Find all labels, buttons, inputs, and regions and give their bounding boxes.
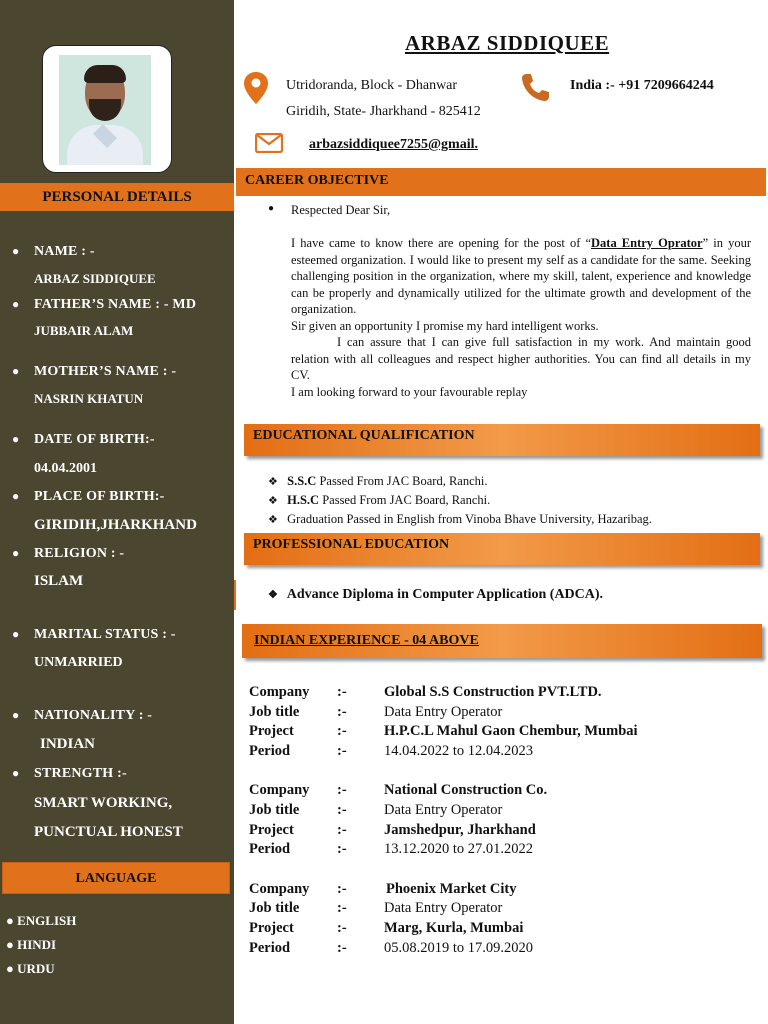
phone-number[interactable]: India :- +91 7209664244 [570,78,714,93]
career-paragraph-1: I have came to know there are opening for the post of “Data Entry Oprator” in your esteemed organization. I would like to present my self as a candidate for the same. Seeking challenging position in the organization, where my skill, talent, experience and knowledge can be properly and dynamically utilized for the ultimate growth and development of the organization. [291,236,751,316]
separator: :- [337,822,347,838]
detail-strength-value-2: PUNCTUAL HONEST [34,824,183,840]
job-title-label: Job title [249,802,300,818]
period-label: Period [249,841,291,857]
career-objective-header: CAREER OBJECTIVE [236,166,766,196]
career-paragraph-2: Sir given an opportunity I promise my hard intelligent works. [291,318,599,333]
address-line-1: Utridoranda, Block - Dhanwar [286,78,458,93]
diamond-bullet-icon: ❖ [268,589,278,601]
detail-nationality-value: INDIAN [40,736,96,752]
company-label: Company [249,684,310,700]
job-title-value: Data Entry Operator [384,802,503,818]
period-value: 14.04.2022 to 12.04.2023 [384,743,534,759]
career-objective-body [291,235,751,400]
period-value: 13.12.2020 to 27.01.2022 [384,841,534,857]
bullet: ● [268,203,275,214]
language-item: ● HINDI [6,937,57,952]
diamond-bullet-icon: ❖ [268,514,278,526]
language-header: LANGUAGE [2,862,230,894]
envelope-icon [255,133,283,153]
career-paragraph-3: I can assure that I can give full satisfaction in my work. And maintain good relation with all colleagues and respect higher authorities. You can find all details in my CV. [291,335,751,382]
period-value: 05.08.2019 to 17.09.2020 [384,940,534,956]
company-label: Company [249,782,310,798]
separator: :- [337,900,347,916]
post-name: Data Entry Oprator [591,236,703,250]
project-label: Project [249,920,294,936]
detail-marital-status-value: UNMARRIED [34,655,123,670]
detail-mother-name-value: NASRIN KHATUN [34,391,144,406]
company-value: National Construction Co. [384,782,548,798]
location-pin-icon [244,72,268,104]
company-value: Global S.S Construction PVT.LTD. [384,684,602,700]
company-label: Company [249,881,310,897]
separator: :- [337,782,347,798]
language-item: ● ENGLISH [6,913,77,928]
detail-strength-value: SMART WORKING, [34,795,173,811]
company-value: Phoenix Market City [386,881,517,897]
project-label: Project [249,822,294,838]
experience-header: INDIAN EXPERIENCE - 04 ABOVE [242,624,762,658]
detail-father-name-value: JUBBAIR ALAM [34,323,134,338]
period-label: Period [249,743,291,759]
diamond-bullet-icon: ❖ [268,495,278,507]
divider [234,580,236,610]
career-paragraph-4: I am looking forward to your favourable replay [291,384,528,399]
address-line-2: Giridih, State- Jharkhand - 825412 [286,104,481,119]
separator: :- [337,841,347,857]
job-title-value: Data Entry Operator [384,704,503,720]
language-item: ● URDU [6,961,55,976]
detail-dob-value: 04.04.2001 [34,461,97,476]
separator: :- [337,704,347,720]
detail-religion-value: ISLAM [34,573,84,589]
project-value: Marg, Kurla, Mumbai [384,920,524,936]
separator: :- [337,802,347,818]
job-title-label: Job title [249,900,300,916]
candidate-name: ARBAZ SIDDIQUEE [405,31,610,55]
project-label: Project [249,723,294,739]
sidebar: PERSONAL DETAILS ● NAME : - ARBAZ SIDDIQUEE ● FATHER’S NAME : - MD JUBBAIR ALAM ● MOTHER’S NAME : - NASRIN KHATUN ● DATE OF BIRTH:- 04.04.2001 ● PLACE OF BIRTH:- GIRIDIH,JHARKHAND ● RELIGION : - ISLAM ● MARITAL STATUS : - UNMARRIED ● NATIONALITY : - INDIAN ● STRENGTH :- SMART WORKING, PUNCTUAL HONEST LANGUAGE ● ENGLISH ● HINDI ● URDU [0,0,234,1024]
email-link[interactable]: arbazsiddiquee7255@gmail. [309,137,478,152]
detail-name-value: ARBAZ SIDDIQUEE [34,271,156,286]
professional-item: ❖ Advance Diploma in Computer Application (ADCA). [268,587,604,602]
project-value: H.P.C.L Mahul Gaon Chembur, Mumbai [384,723,638,739]
profile-photo-frame [42,45,172,173]
separator: :- [337,743,347,759]
profile-photo [59,55,151,165]
personal-details-header: PERSONAL DETAILS [0,183,234,211]
diamond-bullet-icon: ❖ [268,476,278,488]
separator: :- [337,684,347,700]
education-item: ❖ H.S.C Passed From JAC Board, Ranchi. [268,493,491,507]
education-item: ❖ Graduation Passed in English from Vinoba Bhave University, Hazaribag. [268,512,652,526]
period-label: Period [249,940,291,956]
job-title-value: Data Entry Operator [384,900,503,916]
separator: :- [337,881,347,897]
job-title-label: Job title [249,704,300,720]
detail-pob-value: GIRIDIH,JHARKHAND [34,517,197,533]
professional-education-header: PROFESSIONAL EDUCATION [244,533,760,565]
separator: :- [337,920,347,936]
phone-icon [520,72,550,102]
educational-qualification-header: EDUCATIONAL QUALIFICATION [244,424,760,456]
project-value: Jamshedpur, Jharkhand [384,822,536,838]
education-item: ❖ S.S.C Passed From JAC Board, Ranchi. [268,474,488,488]
greeting-text: Respected Dear Sir, [291,203,391,217]
separator: :- [337,940,347,956]
separator: :- [337,723,347,739]
